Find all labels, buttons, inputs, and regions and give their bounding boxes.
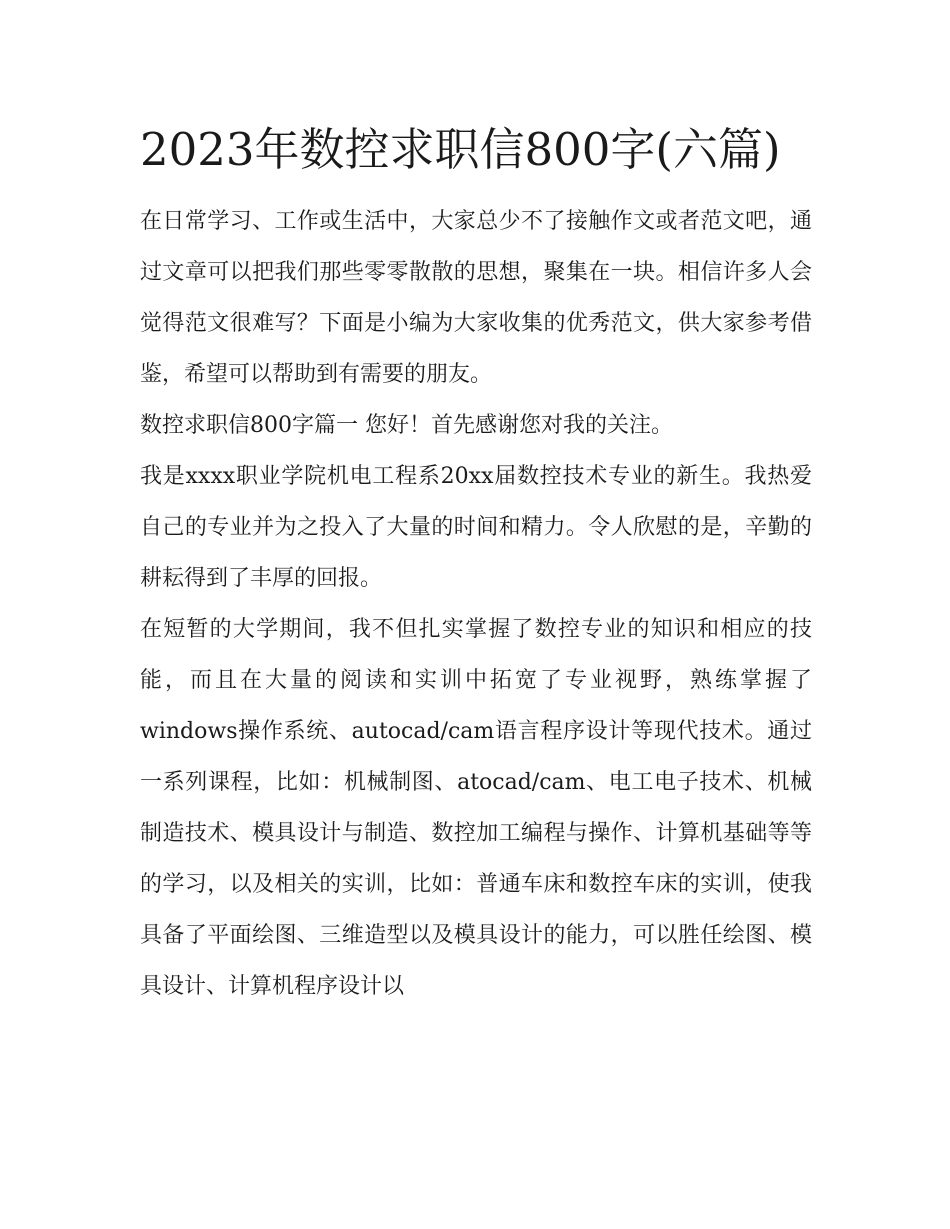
document-body — [140, 196, 812, 1012]
paragraph-skills: 在短暂的大学期间，我不但扎实掌握了数控专业的知识和相应的技能，而且在大量的阅读和实训中拓宽了专业视野，熟练掌握了windows操作系统、autocad/cam语言程序设计等现代技术。通过一系列课程，比如：机械制图、atocad/cam、电工电子技术、机械制造技术、模具设计与制造、数控加工编程与操作、计算机基础等等的学习，以及相关的实训，比如：普通车床和数控车床的实训，使我具备了平面绘图、三维造型以及模具设计的能力，可以胜任绘图、模具设计、计算机程序设计以 — [140, 617, 812, 999]
paragraph-greeting: 数控求职信800字篇一 您好！首先感谢您对我的关注。 — [140, 413, 673, 438]
paragraph-self-intro: 我是xxxx职业学院机电工程系20xx届数控技术专业的新生。我热爱自己的专业并为之投入了大量的时间和精力。令人欣慰的是，辛勤的耕耘得到了丰厚的回报。 — [140, 464, 812, 591]
document-content — [140, 112, 812, 1012]
paragraph-intro: 在日常学习、工作或生活中，大家总少不了接触作文或者范文吧，通过文章可以把我们那些零零散散的思想，聚集在一块。相信许多人会觉得范文很难写？下面是小编为大家收集的优秀范文，供大家参考借鉴，希望可以帮助到有需要的朋友。 — [140, 209, 812, 387]
document-title: 2023年数控求职信800字(六篇) — [140, 123, 781, 176]
